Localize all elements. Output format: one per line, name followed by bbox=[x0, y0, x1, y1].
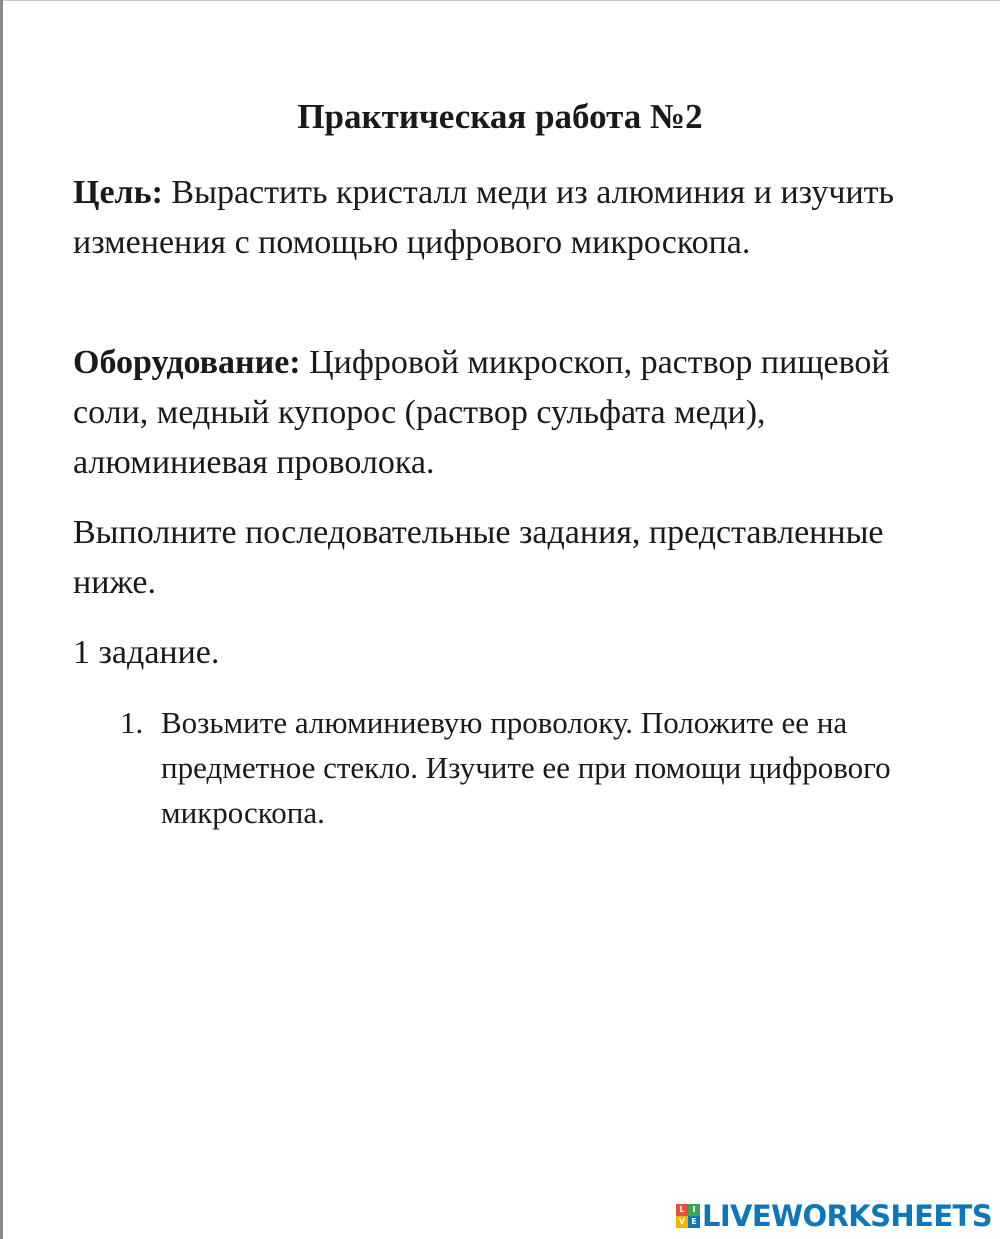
equipment-paragraph bbox=[73, 338, 933, 488]
logo-mark-letter: L bbox=[676, 1204, 688, 1216]
logo-mark-icon bbox=[676, 1204, 700, 1228]
logo-mark-letter: E bbox=[688, 1216, 700, 1228]
equipment-text: Цифровой микроскоп, раствор пищевой соли, медный купорос (раствор сульфата меди), алюминиевая проволока. bbox=[73, 344, 890, 481]
instruction-paragraph: Выполните последовательные задания, представленные ниже. bbox=[73, 514, 884, 601]
goal-paragraph bbox=[73, 168, 933, 268]
page-top-border bbox=[0, 0, 1000, 1]
logo-mark-letter: V bbox=[676, 1216, 688, 1228]
liveworksheets-logo bbox=[676, 1196, 992, 1236]
equipment-label: Оборудование: bbox=[73, 344, 301, 381]
step-text: Возьмите алюминиевую проволоку. Положите ее на предметное стекло. Изучите ее при помощи цифрового микроскопа. bbox=[161, 705, 891, 830]
step-number: 1. bbox=[120, 705, 144, 740]
goal-text: Вырастить кристалл меди из алюминия и изучить изменения с помощью цифрового микроскопа. bbox=[73, 174, 895, 261]
task-heading: 1 задание. bbox=[73, 634, 220, 671]
page-title: Практическая работа №2 bbox=[297, 97, 703, 136]
logo-mark-letter: I bbox=[688, 1204, 700, 1216]
goal-label: Цель: bbox=[73, 174, 163, 211]
page-left-border bbox=[0, 0, 3, 1239]
logo-text: LIVEWORKSHEETS bbox=[701, 1199, 992, 1233]
